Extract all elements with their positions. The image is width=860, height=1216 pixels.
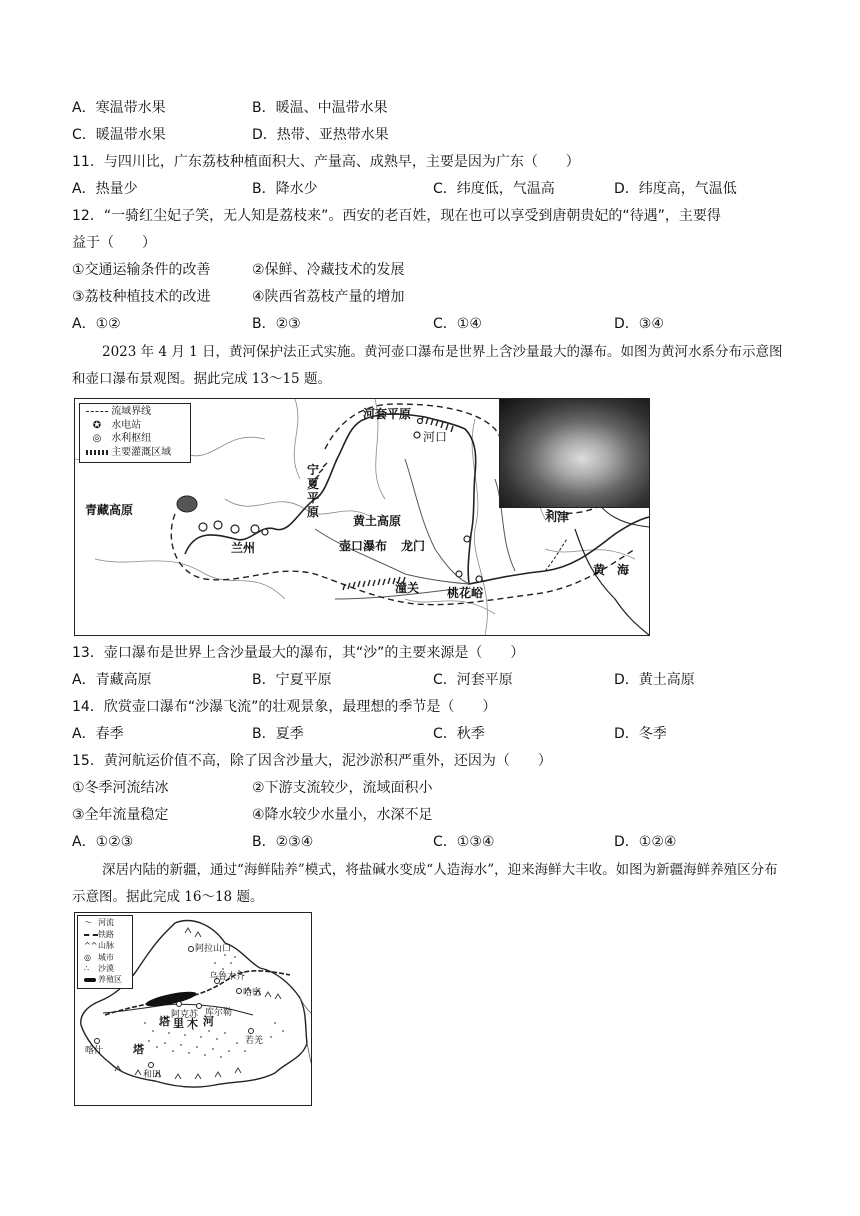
label-qingzang-plateau: 青藏高原 [85,503,134,517]
label-hetao-plain: 河套平原 [363,407,412,421]
hydropower-icon: ✪ [92,420,102,431]
q12-stem-line1: 12．“一骑红尘妃子笑，无人知是荔枝来”。西安的老百姓，现在也可以享受到唐朝贵妃的“待遇”，主要得 [72,208,721,224]
label-urumqi: 乌鲁木齐 [209,972,246,982]
q15-option-a: A．①②③ [72,834,134,850]
q14-option-a: A．春季 [72,726,124,742]
q15-option-b: B．②③④ [252,834,314,850]
label-taklimakan: 塔 [133,1043,144,1056]
legend-railway: 铁路 [84,929,114,941]
label-hukou-waterfall: 壶口瀑布 [339,539,388,553]
q11-option-a: A．热量少 [72,181,138,197]
legend-river: 〜 河流 [84,918,114,927]
hukou-waterfall-photo [499,399,650,508]
q12-option-a: A．①② [72,316,121,332]
q12-item-2: ②保鲜、冷藏技术的发展 [252,262,405,278]
legend-irrigation-area: 主要灌溉区域 [86,447,171,459]
q14-option-c: C．秋季 [433,726,485,742]
q12-option-b: B．②③ [252,316,301,332]
q15-option-c: C．①③④ [433,834,495,850]
label-alashankou: 阿拉山口 [195,944,232,954]
legend-aquaculture: 养殖区 [84,974,122,986]
passage-yellow-river: 2023 年 4 月 1 日，黄河保护法正式实施。黄河壶口瀑布是世界上含沙量最大的瀑布。如图为黄河水系分布示意图和壶口瀑布景观图。据此完成 13～15 题。 [72,344,783,387]
q13-option-c: C．河套平原 [433,672,513,688]
q10-option-a: A．寒温带水果 [72,100,166,116]
label-lanzhou: 兰州 [231,541,256,555]
label-longmen: 龙门 [401,539,426,553]
legend-desert: ∴ 沙漠 [84,964,114,973]
q12-stem-line2: 益于（ ） [72,235,156,251]
aquaculture-icon [84,978,96,982]
q11-option-b: B．降水少 [252,181,318,197]
legend-city: ◎ 城市 [84,953,114,962]
legend-water-hub: ◎ 水利枢纽 [86,433,151,445]
label-hekou: 河口 [423,430,448,444]
q10-option-c: C．暖温带水果 [72,127,166,143]
label-ruoqiang: 若羌 [245,1036,264,1046]
legend-hydropower-station: ✪ 水电站 [86,420,141,432]
q15-item-3: ③全年流量稳定 [72,807,169,823]
q10-option-d: D．热带、亚热带水果 [252,127,389,143]
river-icon: 〜 [84,918,92,927]
q13-option-a: A．青藏高原 [72,672,152,688]
q12-item-1: ①交通运输条件的改善 [72,262,211,278]
label-loess-plateau: 黄土高原 [353,514,402,528]
q12-option-c: C．①④ [433,316,482,332]
map1-legend [79,403,191,463]
label-kashgar: 喀什 [85,1046,104,1056]
xinjiang-map [74,912,312,1106]
label-taohuayu: 桃花峪 [447,586,484,600]
q15-stem: 15．黄河航运价值不高，除了因含沙量大，泥沙淤积严重外，还因为（ ） [72,753,552,769]
yellow-river-map [74,398,650,636]
q12-option-d: D．③④ [614,316,664,332]
q15-item-2: ②下游支流较少，流域面积小 [252,780,433,796]
q13-stem: 13．壶口瀑布是世界上含沙量最大的瀑布，其“沙”的主要来源是（ ） [72,645,525,661]
q14-stem: 14．欣赏壶口瀑布“沙瀑飞流”的壮观景象，最理想的季节是（ ） [72,699,497,715]
q12-item-3: ③荔枝种植技术的改进 [72,289,211,305]
label-tarim-1: 塔 [159,1015,170,1028]
label-korla: 库尔勒 [205,1008,233,1018]
label-hotan: 和田 [143,1070,162,1080]
railway-icon [84,934,98,936]
desert-icon: ∴ [84,964,90,973]
q11-option-d: D．纬度高，气温低 [614,181,737,197]
q10-option-b: B．暖温、中温带水果 [252,100,388,116]
mountain-icon: ^^ [84,941,98,950]
q13-option-b: B．宁夏平原 [252,672,332,688]
q15-item-4: ④降水较少水量小，水深不足 [252,807,433,823]
legend-mountain: ^^山脉 [84,941,114,950]
label-tarim-2: 里 [173,1017,184,1030]
q15-option-d: D．①②④ [614,834,677,850]
q13-option-d: D．黄土高原 [614,672,695,688]
q14-option-d: D．冬季 [614,726,667,742]
label-tongguan: 潼关 [395,581,420,595]
q12-item-4: ④陕西省荔枝产量的增加 [252,289,405,305]
label-aksu: 阿克苏 [171,1010,199,1020]
q11-stem: 11．与四川比，广东荔枝种植面积大、产量高、成熟早，主要是因为广东（ ） [72,154,580,170]
water-hub-icon: ◎ [92,433,102,444]
q15-item-1: ①冬季河流结冰 [72,780,169,796]
label-ningxia-plain: 宁 夏 平 原 [307,463,320,519]
map2-legend [77,915,133,989]
label-hami: 哈密 [243,988,262,998]
city-icon: ◎ [84,953,91,962]
label-yellow-sea: 黄 海 [593,563,630,577]
passage-xinjiang-seafood: 深居内陆的新疆，通过“海鲜陆养”模式，将盐碱水变成“人造海水”，迎来海鲜大丰收。如图为新疆海鲜养殖区分布示意图。据此完成 16～18 题。 [72,862,778,905]
label-lijin: 利津 [545,510,570,524]
q14-option-b: B．夏季 [252,726,304,742]
label-tarim-4: 河 [203,1015,214,1028]
legend-basin-boundary: 流域界线 [86,406,151,418]
q11-option-c: C．纬度低，气温高 [433,181,555,197]
label-tarim-3: 木 [187,1017,198,1030]
